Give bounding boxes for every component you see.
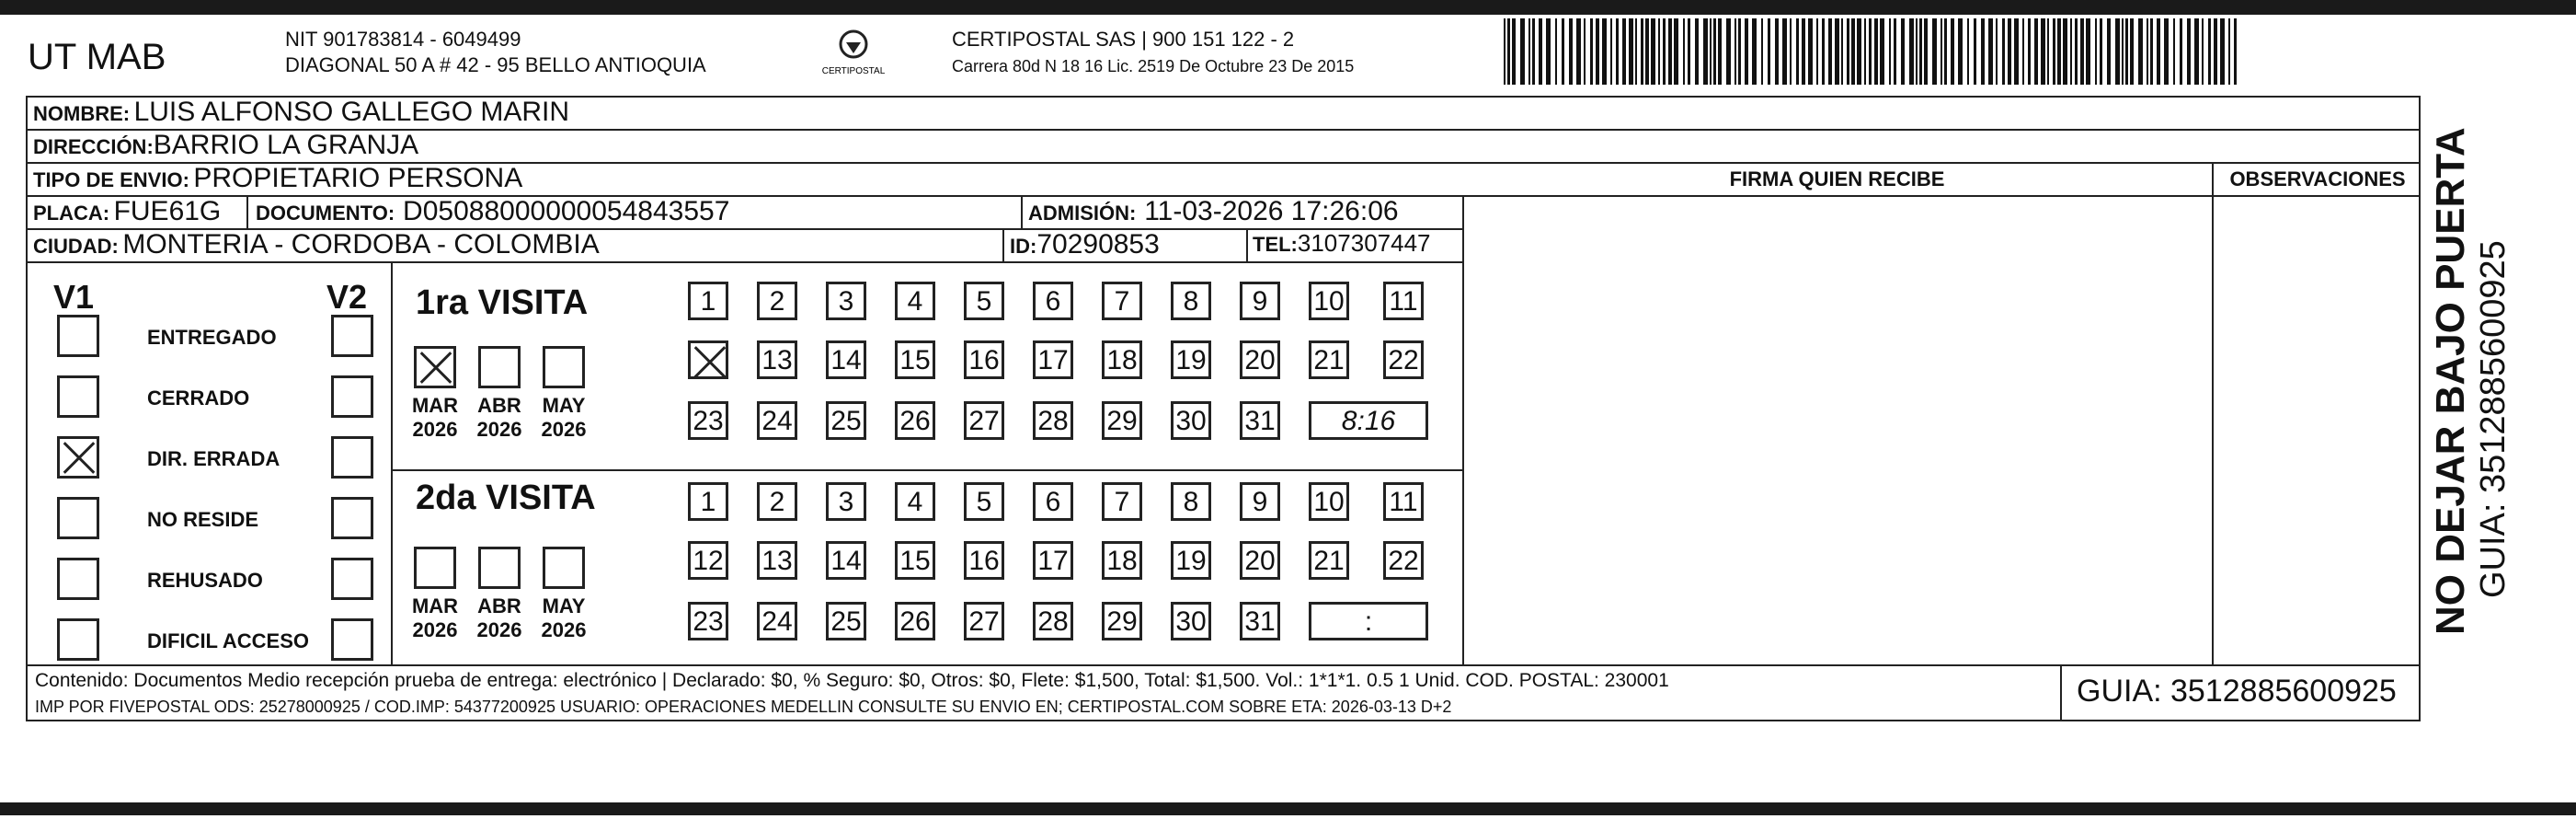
visit1-day-21[interactable]: 21 bbox=[1309, 340, 1349, 379]
status-label-6: DIFICIL ACCESO bbox=[147, 629, 310, 652]
visit1-day-5[interactable]: 5 bbox=[964, 282, 1004, 320]
visit1-day-10[interactable]: 10 bbox=[1309, 282, 1349, 320]
id-label: ID: bbox=[1010, 235, 1037, 258]
visit2-day-5[interactable]: 5 bbox=[964, 482, 1004, 521]
v2-checkbox-4[interactable] bbox=[331, 497, 373, 539]
side-guia: GUIA: 3512885600925 bbox=[2474, 240, 2513, 598]
visit1-day-15[interactable]: 15 bbox=[895, 340, 935, 379]
visit2-day-30[interactable]: 30 bbox=[1171, 602, 1211, 640]
certipostal-logo bbox=[809, 26, 901, 81]
visit2-day-11[interactable]: 11 bbox=[1383, 482, 1424, 521]
visit2-day-13[interactable]: 13 bbox=[757, 541, 797, 580]
visit2-month-mar bbox=[407, 594, 463, 642]
visit2-day-18[interactable]: 18 bbox=[1102, 541, 1142, 580]
v2-checkbox-6[interactable] bbox=[331, 618, 373, 661]
svg-text:CERTIPOSTAL: CERTIPOSTAL bbox=[821, 66, 886, 76]
v2-checkbox-1[interactable] bbox=[331, 315, 373, 357]
visit2-day-20[interactable]: 20 bbox=[1240, 541, 1280, 580]
visit1-day-30[interactable]: 30 bbox=[1171, 401, 1211, 440]
visit1-year-label: 2026 bbox=[541, 418, 587, 441]
visit1-day-4[interactable]: 4 bbox=[895, 282, 935, 320]
placa-label: PLACA: bbox=[33, 202, 110, 225]
nit: NIT 901783814 - 6049499 bbox=[285, 28, 521, 51]
visit2-day-3[interactable]: 3 bbox=[826, 482, 866, 521]
visit1-day-19[interactable]: 19 bbox=[1171, 340, 1211, 379]
v2-header: V2 bbox=[326, 278, 368, 316]
visit1-day-2[interactable]: 2 bbox=[757, 282, 797, 320]
v1-checkbox-1[interactable] bbox=[57, 315, 99, 357]
visit2-time-field[interactable]: : bbox=[1309, 602, 1428, 640]
visit1-day-25[interactable]: 25 bbox=[826, 401, 866, 440]
visit1-month-label: MAR bbox=[411, 394, 459, 417]
visit2-day-14[interactable]: 14 bbox=[826, 541, 866, 580]
visit2-day-31[interactable]: 31 bbox=[1240, 602, 1280, 640]
visit2-day-17[interactable]: 17 bbox=[1033, 541, 1073, 580]
visit1-month-mar bbox=[407, 394, 463, 442]
visit1-day-7[interactable]: 7 bbox=[1102, 282, 1142, 320]
visit1-day-1[interactable]: 1 bbox=[688, 282, 728, 320]
visit2-day-6[interactable]: 6 bbox=[1033, 482, 1073, 521]
visit1-month-label: MAY bbox=[542, 394, 586, 417]
visit1-month-checkbox-may[interactable] bbox=[543, 346, 585, 388]
top-border bbox=[0, 0, 2576, 15]
visit1-year-label: 2026 bbox=[476, 418, 522, 441]
footer-imp: IMP POR FIVEPOSTAL ODS: 25278000925 / COD.IMP: 54377200925 USUARIO: OPERACIONES MEDELLIN CONSULTE SU ENVIO EN; CERTIPOSTAL.COM SOBRE ETA: 2026-03-13 D+2 bbox=[35, 698, 1452, 716]
footer-contenido: Contenido: Documentos Medio recepción prueba de entrega: electrónico | Declarado: $0, % Seguro: $0, Otros: $0, Flete: $1,500, Total: $1,500. Vol.: 1*1*1. 0.5 1 Unid. COD. POSTAL: 230001 bbox=[35, 670, 1669, 691]
visit1-day-11[interactable]: 11 bbox=[1383, 282, 1424, 320]
visit1-day-26[interactable]: 26 bbox=[895, 401, 935, 440]
visit2-day-4[interactable]: 4 bbox=[895, 482, 935, 521]
visit2-day-9[interactable]: 9 bbox=[1240, 482, 1280, 521]
visit2-day-1[interactable]: 1 bbox=[688, 482, 728, 521]
visit2-day-25[interactable]: 25 bbox=[826, 602, 866, 640]
ciudad-value: MONTERIA - CORDOBA - COLOMBIA bbox=[122, 229, 600, 260]
footer-guia: GUIA: 3512885600925 bbox=[2077, 674, 2397, 709]
visit2-day-22[interactable]: 22 bbox=[1383, 541, 1424, 580]
visit2-month-checkbox-mar[interactable] bbox=[414, 547, 456, 589]
visit1-day-24[interactable]: 24 bbox=[757, 401, 797, 440]
v1-checkbox-2[interactable] bbox=[57, 375, 99, 418]
visit1-time-field[interactable]: 8:16 bbox=[1309, 401, 1428, 440]
status-label-1: ENTREGADO bbox=[147, 326, 277, 349]
visit1-day-22[interactable]: 22 bbox=[1383, 340, 1424, 379]
status-label-3: DIR. ERRADA bbox=[147, 447, 280, 470]
visit2-month-label: MAR bbox=[411, 594, 459, 617]
visit2-day-19[interactable]: 19 bbox=[1171, 541, 1211, 580]
direccion-value: BARRIO LA GRANJA bbox=[153, 130, 419, 160]
barcode bbox=[1504, 18, 2239, 85]
bottom-border bbox=[0, 802, 2576, 815]
tel-value: 3107307447 bbox=[1297, 229, 1431, 257]
visit1-day-29[interactable]: 29 bbox=[1102, 401, 1142, 440]
admision-label: ADMISIÓN: bbox=[1028, 202, 1137, 225]
visit1-day-28[interactable]: 28 bbox=[1033, 401, 1073, 440]
visit2-day-7[interactable]: 7 bbox=[1102, 482, 1142, 521]
visit1-title: 1ra VISITA bbox=[416, 283, 589, 322]
status-label-2: CERRADO bbox=[147, 386, 250, 410]
certi-name: CERTIPOSTAL SAS | 900 151 122 - 2 bbox=[952, 28, 1295, 51]
v1-checkbox-6[interactable] bbox=[57, 618, 99, 661]
visit1-day-17[interactable]: 17 bbox=[1033, 340, 1073, 379]
id-value: 70290853 bbox=[1036, 229, 1160, 260]
visit1-day-12[interactable] bbox=[688, 340, 728, 379]
certi-license: Carrera 80d N 18 16 Lic. 2519 De Octubre 23 De 2015 bbox=[952, 57, 1355, 75]
visit2-month-label: MAY bbox=[542, 594, 586, 617]
v1-checkbox-5[interactable] bbox=[57, 558, 99, 600]
visit1-day-16[interactable]: 16 bbox=[964, 340, 1004, 379]
visit2-day-29[interactable]: 29 bbox=[1102, 602, 1142, 640]
visit2-day-16[interactable]: 16 bbox=[964, 541, 1004, 580]
visit1-day-9[interactable]: 9 bbox=[1240, 282, 1280, 320]
visit1-day-20[interactable]: 20 bbox=[1240, 340, 1280, 379]
visit2-day-26[interactable]: 26 bbox=[895, 602, 935, 640]
documento-value: D05088000000054843557 bbox=[403, 196, 730, 226]
visit1-day-8[interactable]: 8 bbox=[1171, 282, 1211, 320]
visit1-day-27[interactable]: 27 bbox=[964, 401, 1004, 440]
visit1-day-13[interactable]: 13 bbox=[757, 340, 797, 379]
v1-checkbox-4[interactable] bbox=[57, 497, 99, 539]
company-address: DIAGONAL 50 A # 42 - 95 BELLO ANTIOQUIA bbox=[285, 53, 706, 76]
placa-value: FUE61G bbox=[113, 196, 222, 226]
visit2-day-12[interactable]: 12 bbox=[688, 541, 728, 580]
visit2-title: 2da VISITA bbox=[416, 479, 596, 517]
tipo-value: PROPIETARIO PERSONA bbox=[193, 163, 523, 193]
v2-checkbox-2[interactable] bbox=[331, 375, 373, 418]
v2-checkbox-3[interactable] bbox=[331, 436, 373, 479]
documento-label: DOCUMENTO: bbox=[256, 202, 395, 225]
visit2-day-23[interactable]: 23 bbox=[688, 602, 728, 640]
visit1-day-23[interactable]: 23 bbox=[688, 401, 728, 440]
direccion-label: DIRECCIÓN: bbox=[33, 135, 154, 158]
visit2-month-abr bbox=[472, 594, 527, 642]
side-warning: NO DEJAR BAJO PUERTA bbox=[2428, 127, 2473, 635]
visit2-day-28[interactable]: 28 bbox=[1033, 602, 1073, 640]
visit2-day-8[interactable]: 8 bbox=[1171, 482, 1211, 521]
firma-header: FIRMA QUIEN RECIBE bbox=[1729, 167, 1945, 190]
nombre-value: LUIS ALFONSO GALLEGO MARIN bbox=[133, 97, 570, 127]
visit2-year-label: 2026 bbox=[541, 618, 587, 641]
visit2-day-10[interactable]: 10 bbox=[1309, 482, 1349, 521]
tipo-label: TIPO DE ENVIO: bbox=[33, 168, 189, 191]
visit1-day-14[interactable]: 14 bbox=[826, 340, 866, 379]
visit1-day-31[interactable]: 31 bbox=[1240, 401, 1280, 440]
visit2-year-label: 2026 bbox=[476, 618, 522, 641]
status-label-4: NO RESIDE bbox=[147, 508, 259, 531]
visit1-month-checkbox-abr[interactable] bbox=[478, 346, 521, 388]
visit2-year-label: 2026 bbox=[412, 618, 458, 641]
visit1-day-18[interactable]: 18 bbox=[1102, 340, 1142, 379]
visit1-year-label: 2026 bbox=[412, 418, 458, 441]
visit2-day-21[interactable]: 21 bbox=[1309, 541, 1349, 580]
status-label-5: REHUSADO bbox=[147, 569, 263, 592]
v2-checkbox-5[interactable] bbox=[331, 558, 373, 600]
visit2-month-checkbox-abr[interactable] bbox=[478, 547, 521, 589]
visit2-day-2[interactable]: 2 bbox=[757, 482, 797, 521]
visit1-month-abr bbox=[472, 394, 527, 442]
visit2-day-15[interactable]: 15 bbox=[895, 541, 935, 580]
visit1-month-checkbox-mar[interactable] bbox=[414, 346, 456, 388]
company-name: UT MAB bbox=[28, 37, 166, 77]
visit2-month-label: ABR bbox=[477, 594, 521, 617]
tel-label: TEL: bbox=[1253, 233, 1298, 256]
ciudad-label: CIUDAD: bbox=[33, 235, 119, 258]
visit1-day-6[interactable]: 6 bbox=[1033, 282, 1073, 320]
visit1-month-may bbox=[536, 394, 591, 442]
visit2-day-27[interactable]: 27 bbox=[964, 602, 1004, 640]
nombre-label: NOMBRE: bbox=[33, 102, 131, 125]
observaciones-header: OBSERVACIONES bbox=[2229, 167, 2406, 190]
visit1-month-label: ABR bbox=[477, 394, 521, 417]
visit2-month-checkbox-may[interactable] bbox=[543, 547, 585, 589]
visit2-day-24[interactable]: 24 bbox=[757, 602, 797, 640]
visit2-month-may bbox=[536, 594, 591, 642]
visit1-day-3[interactable]: 3 bbox=[826, 282, 866, 320]
admision-value: 11-03-2026 17:26:06 bbox=[1144, 196, 1399, 226]
v1-header: V1 bbox=[53, 278, 95, 316]
v1-checkbox-3[interactable] bbox=[57, 436, 99, 479]
